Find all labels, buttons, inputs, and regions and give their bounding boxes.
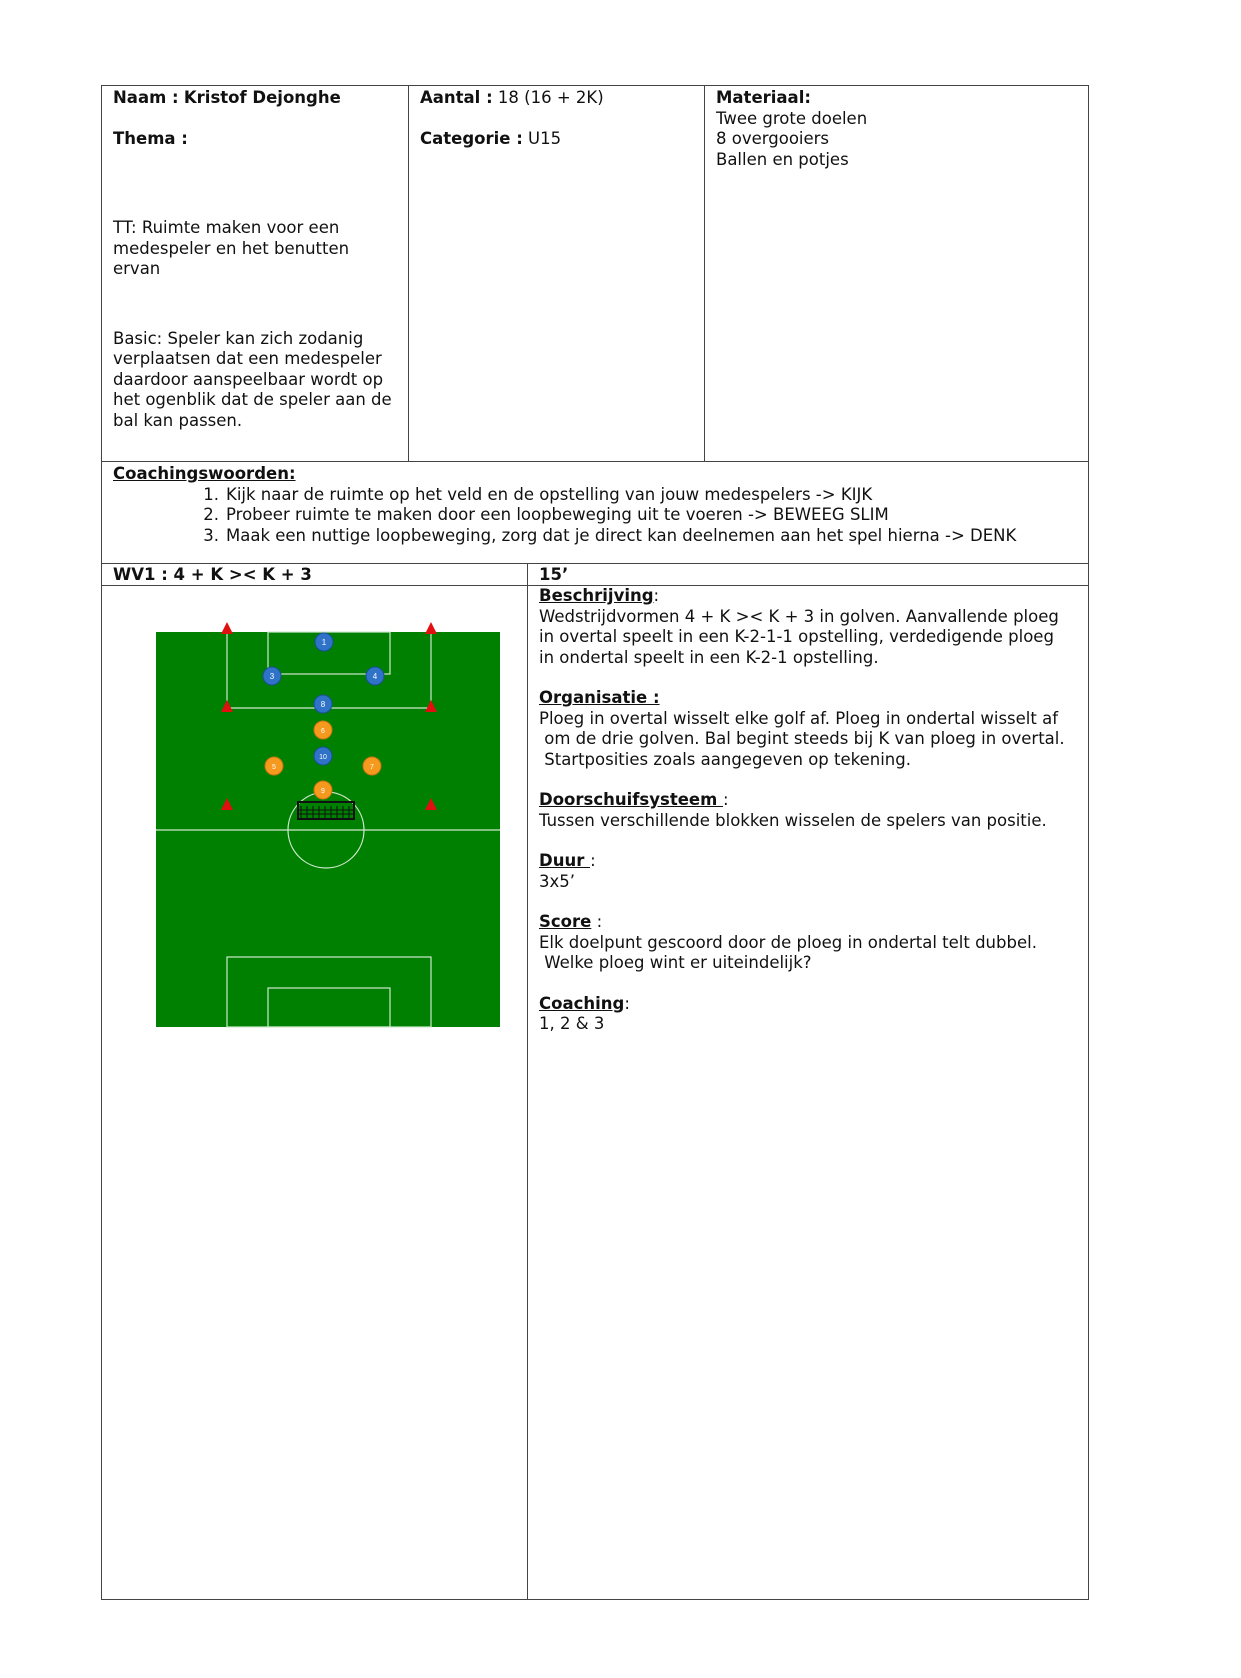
divider <box>408 85 409 461</box>
svg-text:6: 6 <box>321 728 325 735</box>
tt-line: TT: Ruimte maken voor een <box>113 218 340 237</box>
coaching-title: Coachingswoorden: <box>113 464 296 483</box>
beschrijving-label: Beschrijving <box>539 586 654 605</box>
thema-label: Thema : <box>113 128 188 148</box>
pitch-diagram <box>156 622 501 1032</box>
divider <box>704 85 705 461</box>
svg-text:8: 8 <box>320 700 326 709</box>
basic-line: bal kan passen. <box>113 410 243 430</box>
svg-text:9: 9 <box>321 788 325 795</box>
svg-text:10: 10 <box>319 754 327 761</box>
info-column-materials <box>716 88 1076 170</box>
basic-line: verplaatsen dat een medespeler <box>113 349 382 368</box>
categorie-label: Categorie : <box>420 128 523 148</box>
basic-line: Basic: Speler kan zich zodanig <box>113 328 364 348</box>
player-orange <box>363 757 381 775</box>
materiaal-item: Twee grote doelen <box>716 108 868 128</box>
player-blue <box>263 667 281 685</box>
player-blue <box>314 695 332 713</box>
coaching-label: Coaching <box>539 993 625 1013</box>
coaching-words <box>113 464 1083 546</box>
score-line: Welke ploeg wint er uiteindelijk? <box>539 953 812 972</box>
duur-label: Duur <box>539 851 591 870</box>
cone-icon <box>221 622 233 634</box>
materiaal-item: Ballen en potjes <box>716 149 849 169</box>
info-column-name <box>113 88 403 431</box>
score-label: Score <box>539 912 592 931</box>
svg-text:5: 5 <box>272 764 276 771</box>
tt-line: medespeler en het benutten <box>113 238 350 258</box>
divider <box>101 563 1089 564</box>
naam-label: Naam : <box>113 88 179 107</box>
organisatie-label: Organisatie : <box>539 688 660 707</box>
doorschuif-label: Doorschuifsysteem <box>539 790 724 809</box>
player-orange <box>314 781 332 799</box>
beschrijving-line: Wedstrijdvormen 4 + K >< K + 3 in golven. Aanvallende ploeg <box>539 606 1059 626</box>
list-item: 2. Probeer ruimte te maken door een loopbeweging uit te voeren -> BEWEEG SLIM <box>203 505 889 524</box>
basic-line: daardoor aanspeelbaar wordt op <box>113 369 384 389</box>
list-item: 3. Maak een nuttige loopbeweging, zorg dat je direct kan deelnemen aan het spel hierna -> DENK <box>203 525 1017 545</box>
categorie-value: U15 <box>528 128 562 148</box>
aantal-value: 18 (16 + 2K) <box>497 88 604 107</box>
score-line: Elk doelpunt gescoord door de ploeg in ondertal telt dubbel. <box>539 932 1037 952</box>
exercise-description: Beschrijving: Wedstrijdvormen 4 + K >< K + 3 in golven. Aanvallende ploeg in overtal speelt in een K-2-1-1 opstelling, verdedigende ploeg in ondertal speelt in een K-2-1 opstelling. Organisatie : Ploeg in overtal wisselt elke golf af. Ploeg in ondertal wisselt af om de drie golven. Bal begint steeds bij K van ploeg in overtal. Startposities zoals aangegeven op tekening. Doorschuifsysteem : Tussen verschillende blokken wisselen de spelers van positie. Duur : 3x5’ Score : Elk doelpunt gescoord door de ploeg in ondertal telt dubbel. Welke ploeg wint er uiteindelijk? Coaching: 1, 2 & 3 <box>539 586 1079 1035</box>
basic-line: het ogenblik dat de speler aan de <box>113 390 392 409</box>
svg-text:7: 7 <box>370 764 374 771</box>
beschrijving-line: in overtal speelt in een K-2-1-1 opstelling, verdedigende ploeg <box>539 627 1054 646</box>
exercise-title: WV1 : 4 + K >< K + 3 <box>113 565 312 584</box>
divider <box>527 563 528 1600</box>
organisatie-line: om de drie golven. Bal begint steeds bij K van ploeg in overtal. <box>539 729 1065 748</box>
naam-value: Kristof Dejonghe <box>183 88 341 107</box>
player-orange <box>265 757 283 775</box>
coaching-text: 1, 2 & 3 <box>539 1014 605 1033</box>
tt-line: ervan <box>113 259 161 278</box>
player-blue <box>315 633 333 651</box>
coaching-list <box>203 484 1083 547</box>
doorschuif-text: Tussen verschillende blokken wisselen de spelers van positie. <box>539 810 1047 830</box>
organisatie-line: Ploeg in overtal wisselt elke golf af. Ploeg in ondertal wisselt af <box>539 708 1059 728</box>
cone-icon <box>425 622 437 634</box>
player-blue <box>314 747 332 765</box>
info-column-group <box>420 88 700 149</box>
aantal-label: Aantal : <box>420 88 493 107</box>
list-item: 1. Kijk naar de ruimte op het veld en de opstelling van jouw medespelers -> KIJK <box>203 484 873 504</box>
svg-text:1: 1 <box>321 638 327 647</box>
svg-text:3: 3 <box>269 672 275 681</box>
duur-text: 3x5’ <box>539 871 576 891</box>
player-orange <box>314 721 332 739</box>
materiaal-item: 8 overgooiers <box>716 129 830 148</box>
exercise-duration: 15’ <box>539 565 569 584</box>
divider <box>101 461 1089 462</box>
organisatie-line: Startposities zoals aangegeven op tekening. <box>539 749 911 769</box>
player-blue <box>366 667 384 685</box>
svg-text:4: 4 <box>372 672 378 681</box>
materiaal-label: Materiaal: <box>716 88 811 107</box>
beschrijving-line: in ondertal speelt in een K-2-1 opstelling. <box>539 647 879 667</box>
